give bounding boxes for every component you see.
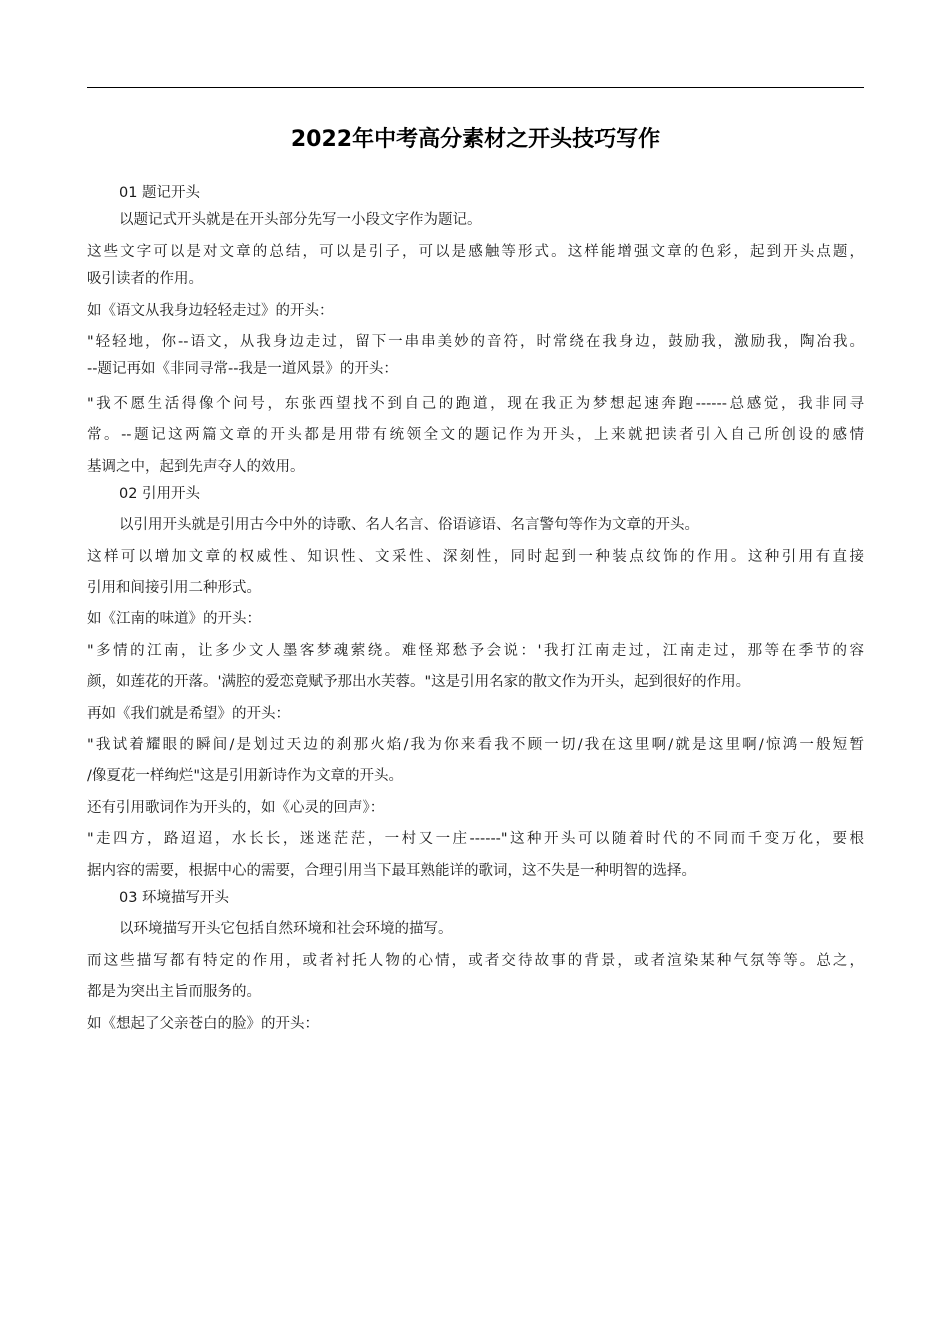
heading-02: 02 引用开头 bbox=[119, 485, 201, 502]
paragraph-line: "走四方，路迢迢，水长长，迷迷茫茫，一村又一庄------"这种开头可以随着时代的不同而千变万化，要根 bbox=[87, 831, 864, 848]
paragraph-line: 以环境描写开头它包括自然环境和社会环境的描写。 bbox=[119, 921, 453, 938]
paragraph-line: "多情的江南，让多少文人墨客梦魂萦绕。难怪郑愁予会说：'我打江南走过，江南走过，那等在季节的容 bbox=[87, 642, 864, 659]
paragraph-line: 这些文字可以是对文章的总结，可以是引子，可以是感触等形式。这样能增强文章的色彩，起到开头点题， bbox=[87, 243, 864, 260]
paragraph-line: 如《语文从我身边轻轻走过》的开头： bbox=[87, 302, 334, 319]
heading-03: 03 环境描写开头 bbox=[119, 889, 230, 906]
paragraph-line: 如《想起了父亲苍白的脸》的开头： bbox=[87, 1015, 319, 1032]
paragraph-line: 常。--题记这两篇文章的开头都是用带有统领全文的题记作为开头，上来就把读者引入自己所创设的感情 bbox=[87, 427, 864, 444]
paragraph-line: 以引用开头就是引用古今中外的诗歌、名人名言、俗语谚语、名言警句等作为文章的开头。 bbox=[119, 517, 699, 534]
paragraph-line: "轻轻地，你--语文，从我身边走过，留下一串串美妙的音符，时常绕在我身边，鼓励我，激励我，陶冶我。 bbox=[87, 333, 864, 350]
paragraph-line: --题记再如《非同寻常--我是一道风景》的开头： bbox=[87, 361, 398, 378]
header-rule bbox=[87, 87, 864, 88]
paragraph-line: 基调之中，起到先声夺人的效用。 bbox=[87, 458, 305, 475]
paragraph-line: "我不愿生活得像个问号，东张西望找不到自己的跑道，现在我正为梦想起速奔跑------总感觉，我非同寻 bbox=[87, 395, 864, 412]
paragraph-line: 还有引用歌词作为开头的，如《心灵的回声》： bbox=[87, 799, 385, 816]
paragraph-line: 吸引读者的作用。 bbox=[87, 271, 203, 288]
paragraph-line: 而这些描写都有特定的作用，或者衬托人物的心情，或者交待故事的背景，或者渲染某种气氛等等。总之， bbox=[87, 952, 864, 969]
paragraph-line: 如《江南的味道》的开头： bbox=[87, 611, 261, 628]
paragraph-line: 引用和间接引用二种形式。 bbox=[87, 580, 261, 597]
page-title: 2022年中考高分素材之开头技巧写作 bbox=[290, 127, 661, 152]
document-body bbox=[87, 180, 877, 1038]
paragraph-line: 颜，如莲花的开落。'满腔的爱恋竟赋予那出水芙蓉。"这是引用名家的散文作为开头，起到很好的作用。 bbox=[87, 674, 751, 691]
paragraph-line: /像夏花一样绚烂"这是引用新诗作为文章的开头。 bbox=[87, 768, 404, 785]
paragraph-line: 据内容的需要，根据中心的需要，合理引用当下最耳熟能详的歌词，这不失是一种明智的选择。 bbox=[87, 862, 696, 879]
paragraph-line: 以题记式开头就是在开头部分先写一小段文字作为题记。 bbox=[119, 212, 482, 229]
paragraph-line: 都是为突出主旨而服务的。 bbox=[87, 984, 261, 1001]
heading-01: 01 题记开头 bbox=[119, 185, 201, 201]
paragraph-line: 再如《我们就是希望》的开头： bbox=[87, 705, 290, 722]
paragraph-line: 这样可以增加文章的权威性、知识性、文采性、深刻性，同时起到一种装点纹饰的作用。这种引用有直接 bbox=[87, 548, 864, 565]
paragraph-line: "我试着耀眼的瞬间/是划过天边的刹那火焰/我为你来看我不顾一切/我在这里啊/就是这里啊/惊鸿一般短暂 bbox=[87, 737, 864, 754]
